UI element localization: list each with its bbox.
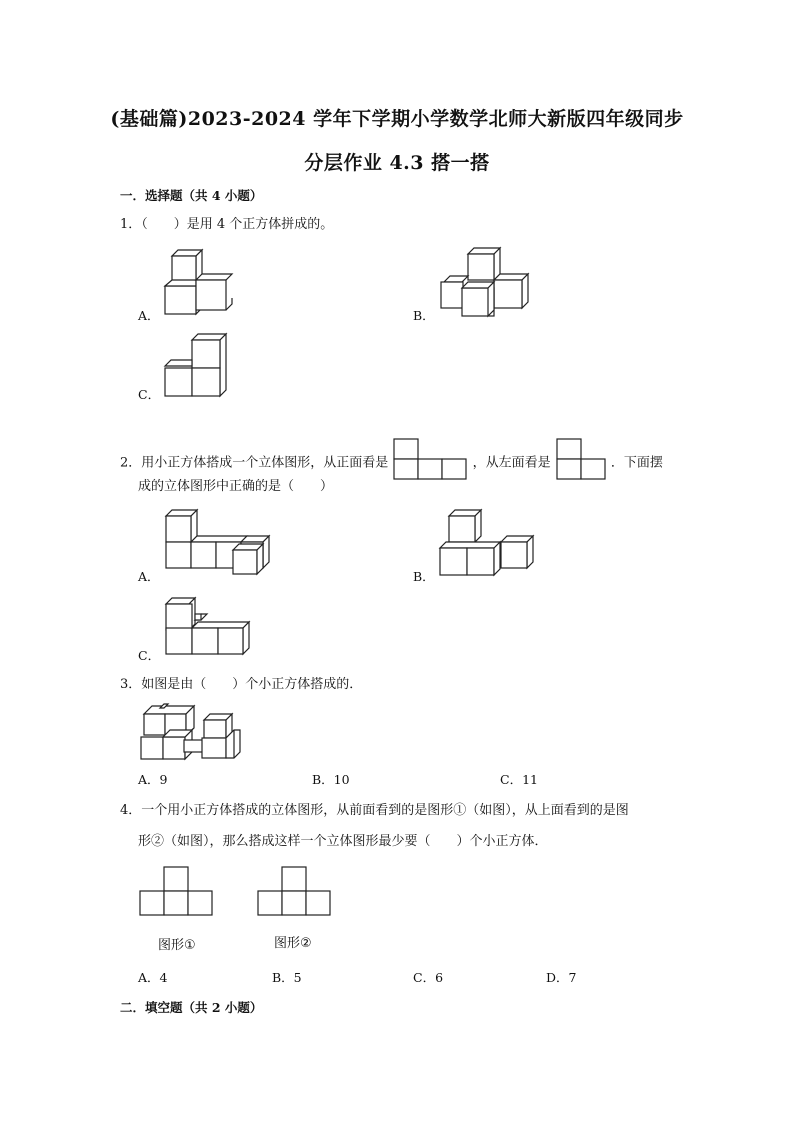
q2-option-c-figure (163, 594, 258, 658)
question-4-text-line2: 形②（如图），那么搭成这样一个立体图形最少要（ ）个小正方体． (138, 834, 548, 849)
q2-option-b-figure (437, 506, 537, 578)
q3-option-b[interactable]: B．10 (312, 772, 350, 787)
section-heading-choice: 一．选择题（共 4 小题） (120, 188, 263, 203)
page-title-line1: (基础篇)2023-2024 学年下学期小学数学北师大新版四年级同步 (110, 108, 684, 130)
q2-option-c-label[interactable]: C． (138, 648, 161, 663)
q3-option-a[interactable]: A．9 (138, 772, 168, 787)
q4-figure-2-caption: 图形② (274, 936, 312, 951)
q2-front-view-figure (392, 437, 468, 481)
q1-option-a-label[interactable]: A． (138, 308, 160, 323)
q2-option-a-figure (163, 506, 278, 578)
q2-text-part1: 2．用小正方体搭成一个立体图形，从正面看是 (120, 455, 389, 471)
q1-option-c-figure (162, 332, 232, 400)
q2-text-part2: ，从左面看是 (472, 455, 551, 471)
question-4-text-line1: 4．一个用小正方体搭成的立体图形，从前面看到的是图形①（如图），从上面看到的是图 (120, 803, 629, 818)
q2-text-part3: ．下面摆 (610, 455, 663, 471)
question-3-text: 3．如图是由（ ）个小正方体搭成的． (120, 677, 363, 692)
q2-left-view-figure (555, 437, 607, 481)
q4-figure-1-caption: 图形① (158, 938, 196, 953)
page-title-line2: 分层作业 4.3 搭一搭 (304, 152, 490, 174)
q4-option-d[interactable]: D．7 (546, 970, 577, 985)
q4-figure-1 (139, 865, 215, 917)
q2-option-a-label[interactable]: A． (138, 569, 160, 584)
q4-option-c[interactable]: C．6 (413, 970, 444, 985)
q1-option-b-figure (436, 244, 536, 322)
q2-option-b-label[interactable]: B． (413, 569, 435, 584)
q4-figure-2 (257, 865, 333, 917)
q4-option-b[interactable]: B．5 (272, 970, 302, 985)
q4-option-a[interactable]: A．4 (138, 970, 168, 985)
q1-option-c-label[interactable]: C． (138, 387, 161, 402)
q3-option-c[interactable]: C．11 (500, 772, 538, 787)
q1-option-b-label[interactable]: B． (413, 308, 435, 323)
q3-cube-figure (138, 700, 246, 764)
question-2-text-line2: 成的立体图形中正确的是（ ） (138, 479, 334, 494)
question-1-text: 1．（ ）是用 4 个正方体拼成的。 (120, 217, 334, 232)
section-heading-fill: 二．填空题（共 2 小题） (120, 1000, 263, 1015)
q1-option-a-figure (160, 246, 240, 321)
